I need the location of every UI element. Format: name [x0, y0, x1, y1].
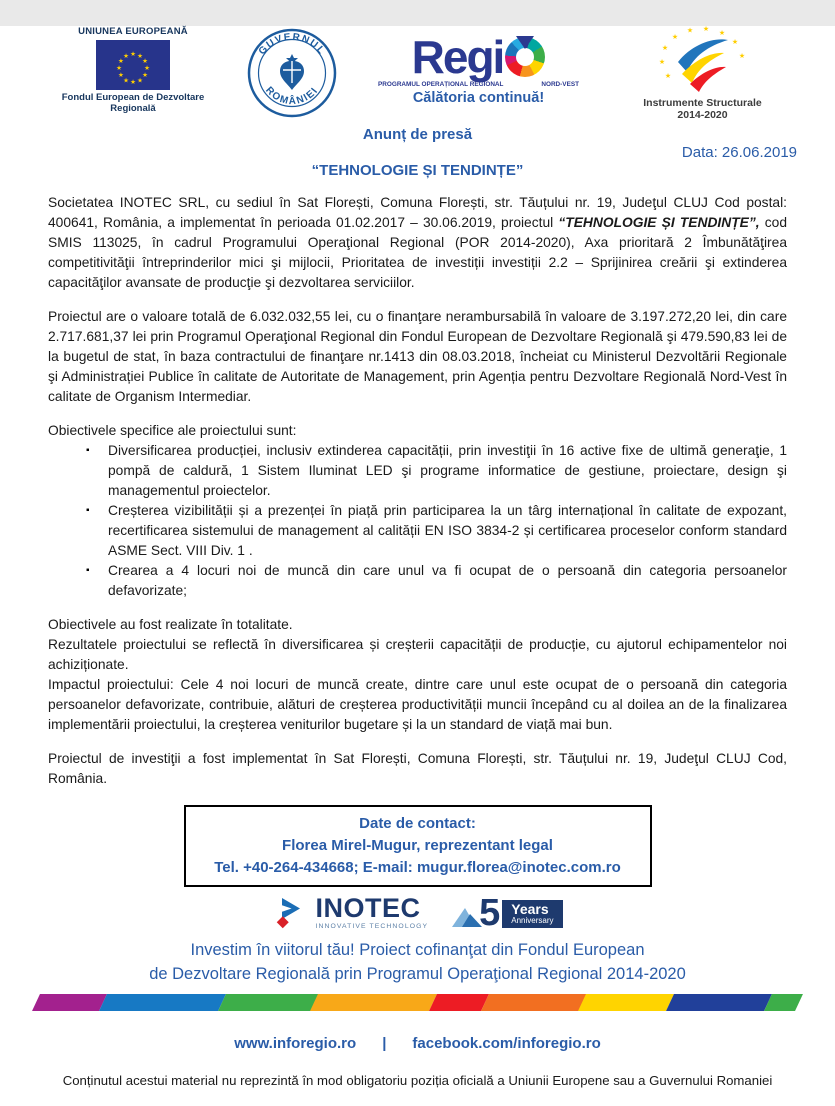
svg-text:★: ★ [718, 29, 725, 37]
eu-logo-subtitle: Fondul European de Dezvoltare Regională [61, 92, 205, 114]
regio-program-label: PROGRAMUL OPERAȚIONAL REGIONAL [378, 81, 504, 88]
svg-text:★: ★ [130, 50, 136, 59]
svg-text:★: ★ [137, 76, 143, 85]
contact-box [184, 805, 652, 887]
contact-heading: Date de contact: [359, 815, 476, 832]
paragraph-intro [48, 193, 787, 293]
stripe-segment [429, 994, 488, 1011]
paragraph-intro-start: Societatea INOTEC SRL, cu sediul în Sat Florești, Comuna Florești, str. Tăuțului nr. 19, Judeţul CLUJ Cod postal: 400641, România, a implementat în perioada 01.02.2017 – 30.06.2019, proiectul [48, 195, 787, 230]
cofinancing-line1: Investim în viitorul tău! Proiect cofinanţat din Fondul European [190, 941, 645, 959]
svg-text:★: ★ [702, 25, 709, 33]
svg-text:★: ★ [137, 52, 143, 61]
paragraph-location: Proiectul de investiţii a fost implementat în Sat Florești, Comuna Florești, str. Tăuțului nr. 19, Judeţul CLUJ Cod, România. [48, 751, 787, 786]
stripe-segment [764, 994, 803, 1011]
government-seal-logo [247, 28, 337, 123]
svg-text:GUVERNUL: GUVERNUL [256, 31, 328, 58]
document-body [48, 193, 787, 789]
objective-text: Creșterea vizibilității și a prezenței în piață prin participarea la un târg internațional în calitate de expozant, recertificarea sistemului de management al calității EN ISO 3834-2 și certificarea proceselor conform standard ASME Sect. VIII Div. 1 . [108, 503, 787, 558]
anniversary-badge [502, 900, 562, 928]
bullet-icon: ▪ [86, 505, 90, 516]
regio-logo [376, 31, 581, 106]
bullet-icon: ▪ [86, 565, 90, 576]
footer-logos [0, 891, 835, 934]
list-item [48, 441, 787, 501]
stripe-segment [579, 994, 675, 1011]
regio-program-line [376, 81, 581, 88]
cofinancing-statement [0, 938, 835, 986]
contact-phone-email: Tel. +40-264-434668; E-mail: mugur.florea@inotec.com.ro [214, 859, 621, 876]
logo-header [58, 26, 785, 126]
svg-text:★: ★ [117, 71, 124, 80]
svg-text:ROMÂNIEI: ROMÂNIEI [263, 84, 321, 108]
svg-text:★: ★ [686, 26, 693, 35]
regio-tagline: Călătoria continuă! [412, 90, 545, 106]
footer-links [0, 1035, 835, 1052]
inotec-name: INOTEC [315, 893, 421, 924]
date-label: Data: 26.06.2019 [681, 144, 797, 161]
disclaimer-text: Conținutul acestui material nu reprezintă în mod obligatoriu poziția oficială a Uniunii Europene sau a Guvernului Romaniei [62, 1073, 773, 1088]
anniversary-sub-label: Anniversary [511, 916, 554, 926]
page-title: “TEHNOLOGIE ȘI TENDINȚE” [311, 162, 524, 179]
project-title-inline: “TEHNOLOGIE ȘI TENDINȚE”, [558, 215, 760, 230]
inotec-tagline: INNOVATIVE TECHNOLOGY [315, 923, 429, 931]
stripe-segment [218, 994, 319, 1011]
svg-text:★: ★ [144, 64, 150, 73]
svg-text:★: ★ [116, 64, 122, 73]
anniversary-digit: 5 [479, 891, 501, 934]
inotec-diamond-icon [273, 895, 309, 931]
anniversary-years-label: Years [511, 901, 549, 918]
stripe-segment [481, 994, 587, 1011]
inotec-text [316, 895, 429, 931]
inotec-logo [273, 895, 429, 931]
link-separator: | [382, 1035, 387, 1052]
svg-text:★: ★ [130, 78, 136, 87]
objective-text: Crearea a 4 locuri noi de muncă din care unul va fi ocupat de o persoană din categoria persoanelor defavorizate; [108, 563, 787, 598]
list-item [48, 501, 787, 561]
regio-region-label: NORD-VEST [541, 81, 579, 88]
objectives-list [48, 441, 787, 601]
eu-logo [58, 26, 208, 114]
inforegio-link[interactable]: www.inforegio.ro [234, 1035, 357, 1052]
objective-text: Diversificarea producției, inclusiv extinderea capacității, prin investiţii în 16 active fixe de ultimă generaţie, 1 pompă de caldură, 1 Sistem Iluminat LED şi programe informatice de gestiune, proiectare, design şi managementul proiectelor. [108, 443, 787, 498]
svg-text:★: ★ [738, 52, 745, 60]
svg-text:★: ★ [731, 38, 738, 46]
svg-text:★: ★ [142, 71, 149, 80]
anniversary-logo [450, 891, 562, 934]
svg-text:★: ★ [661, 44, 668, 52]
color-stripe [48, 994, 787, 1011]
svg-text:★: ★ [142, 57, 149, 66]
stripe-segment [32, 994, 107, 1011]
eu-logo-title: UNIUNEA EUROPEANĂ [78, 26, 188, 37]
facebook-link[interactable]: facebook.com/inforegio.ro [412, 1035, 601, 1052]
eu-flag-icon [96, 40, 170, 90]
contact-name: Florea Mirel-Mugur, reprezentant legal [282, 837, 553, 854]
regio-wordmark-text: Regi [411, 31, 504, 83]
svg-text:★: ★ [664, 72, 671, 80]
paragraph-impact: Impactul proiectului: Cele 4 noi locuri de muncă create, dintre care unul este ocupat de o persoană din categoria persoanelor defavorizate, contribuie, alături de creșterea productivității muncii începând cu al doilea an de la finalizarea implementării proiectului, la creșterea veniturilor bugetare și la un standard de viață mai bun. [48, 677, 787, 732]
regio-wordmark [411, 31, 546, 83]
paragraph-results-2: Rezultatele proiectului se reflectă în diversificarea și creșterii capacității de producție, cu ajutorul echipamentelor noi achiziționate. [48, 637, 787, 672]
paragraph-intro-end: cod SMIS 113025, în cadrul Programului Operaţional Regional (POR 2014-2020), Axa prioritară 2 Îmbunătăţirea competitivităţii întreprinderilor mici şi mijlocii, Prioritatea de investiții investiții 2.2 – Sprijinirea creării şi extinderea capacităţilor avansate de producţie şi dezvoltarea serviciilor. [48, 215, 787, 290]
svg-text:★: ★ [123, 76, 129, 85]
objectives-heading: Obiectivele specifice ale proiectului sunt: [48, 423, 297, 438]
stripe-segment [666, 994, 772, 1011]
structural-instruments-line2: 2014-2020 [677, 109, 728, 121]
paragraph-results-1: Obiectivele au fost realizate în totalitate. [48, 617, 293, 632]
bullet-icon: ▪ [86, 445, 90, 456]
svg-text:★: ★ [671, 33, 678, 41]
list-item [48, 561, 787, 601]
structural-instruments-icon [640, 26, 766, 92]
structural-instruments-logo [620, 26, 785, 121]
regio-color-wheel-icon [505, 37, 545, 77]
paragraph-funding: Proiectul are o valoare totală de 6.032.032,55 lei, cu o finanţare nerambursabilă în valoare de 3.197.272,20 lei, din care 2.717.681,37 lei prin Programul Operaţional Regional din Fondul European de Dezvoltare Regională şi 479.590,83 lei de la bugetul de stat, în baza contractului de finanţare nr.1413 din 08.03.2018, încheiat cu Ministerul Dezvoltării Regionale şi Administrației Publice în calitate de Autoritate de Management, prin Agenția pentru Dezvoltare Regională Nord-Vest în calitate de Organism Intermediar. [48, 309, 787, 404]
government-seal-icon [247, 28, 337, 118]
stripe-segment [99, 994, 226, 1011]
cofinancing-line2: de Dezvoltare Regională prin Programul Operaţional Regional 2014-2020 [149, 965, 686, 983]
svg-text:★: ★ [658, 58, 665, 66]
svg-text:★: ★ [117, 57, 124, 66]
press-release-page [0, 26, 835, 1106]
stripe-segment [310, 994, 437, 1011]
svg-text:★: ★ [123, 52, 129, 61]
press-release-label: Anunț de presă [362, 126, 473, 143]
structural-instruments-line1: Instrumente Structurale [643, 97, 762, 109]
